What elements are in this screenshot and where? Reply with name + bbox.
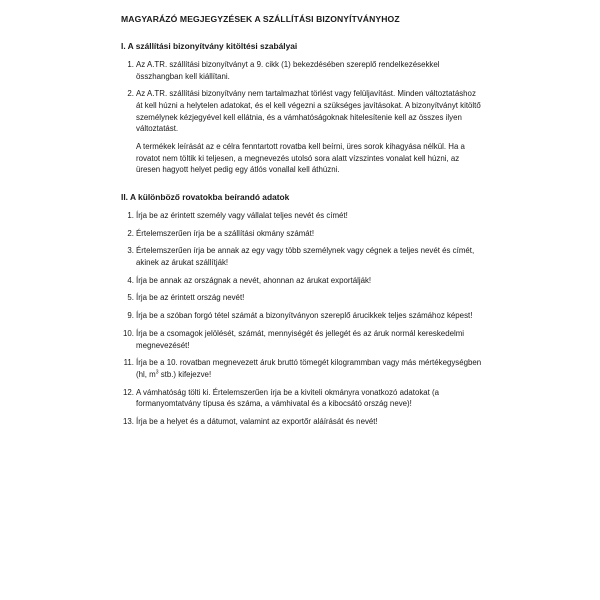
item-number: 12. bbox=[123, 387, 134, 397]
item-text: Írja be a helyet és a dátumot, valamint az exportőr aláírását és nevét! bbox=[136, 417, 378, 427]
item-number: 1. bbox=[127, 210, 134, 220]
list-item bbox=[121, 416, 483, 428]
item-text: Írja be az érintett személy vagy vállalat teljes nevét és címét! bbox=[136, 210, 348, 220]
item-number: 5. bbox=[127, 293, 134, 303]
item-text: Írja be az érintett ország nevét! bbox=[136, 293, 245, 303]
list-item bbox=[121, 245, 483, 268]
item-paragraph: Az A.TR. szállítási bizonyítvány nem tartalmazhat törlést vagy felülјavítást. Minden változtatáshoz át kell húzni a helytelen adatokat, és el kell végezni a szükséges javításokat. A bizonyítványt kitöltő személynek kézjegyével kell ellátnia, és a vámhatóságoknak hitelesítenie kell az összes ilyen változtatást. bbox=[136, 89, 481, 134]
item-text-part: Írja be a 10. rovatban megnevezett áruk bruttó tömegét kilogrammban vagy más mértékegységben (hl, m bbox=[136, 358, 482, 379]
item-text: A vámhatóság tölti ki. Értelemszerűen írja be a kiviteli okmányra vonatkozó adatokat (a formanyomtatvány típusa és száma, a vámhivatal és a kibocsátó ország neve)! bbox=[136, 387, 440, 409]
list-item bbox=[121, 275, 483, 287]
document-page bbox=[121, 14, 483, 428]
item-text: Értelemszerűen írja be a szállítási okmány számát! bbox=[136, 228, 315, 238]
document-title: MAGYARÁZÓ MEGJEGYZÉSEK A SZÁLLÍTÁSI BIZONYÍTVÁNYHOZ bbox=[121, 14, 400, 24]
list-item bbox=[121, 357, 483, 380]
item-text bbox=[136, 357, 483, 380]
item-text: Írja be annak az országnak a nevét, ahonnan az árukat exportálják! bbox=[136, 275, 372, 285]
list-item bbox=[121, 292, 483, 304]
list-item bbox=[121, 210, 483, 222]
section-heading-2: II. A különböző rovatokba beírandó adatok bbox=[121, 191, 290, 202]
item-paragraph: A termékek leírását az e célra fenntartott rovatba kell beírni, üres sorok kihagyása nélkül. Ha a rovatot nem töltik ki teljesen, a megnevezés utolsó sora alatt vízszintes vonalat kell húzni, az üresen hagyott helyet pedig egy átlós vonallal kell áthúzni. bbox=[136, 141, 465, 175]
item-paragraph: Az A.TR. szállítási bizonyítványt a 9. cikk (1) bekezdésében szereplő rendelkezésekkel összhangban kell kiállítani. bbox=[136, 60, 440, 81]
item-number: 4. bbox=[127, 275, 134, 285]
item-number: 10. bbox=[123, 329, 134, 338]
superscript: 3 bbox=[155, 369, 159, 376]
list-item bbox=[121, 88, 483, 175]
list-item bbox=[121, 310, 483, 322]
item-text: Értelemszerűen írja be annak az egy vagy több személynek vagy cégnek a teljes nevét és címét, akinek az árukat szállítják! bbox=[136, 246, 475, 267]
item-text: Írja be a szóban forgó tétel számát a bizonyítványon szereplő árucikkek teljes számához képest! bbox=[136, 311, 473, 321]
list-item bbox=[121, 387, 483, 410]
item-number: 1. bbox=[127, 60, 134, 69]
item-text: Írja be a csomagok jelölését, számát, mennyiségét és jellegét és az áruk normál kereskedelmi megnevezését! bbox=[136, 329, 465, 350]
section-2-list bbox=[121, 210, 483, 428]
item-number: 2. bbox=[127, 228, 134, 238]
list-item bbox=[121, 328, 483, 351]
item-number: 13. bbox=[123, 417, 134, 427]
item-text-part: stb.) kifejezve! bbox=[158, 369, 212, 379]
item-number: 11. bbox=[123, 358, 134, 368]
item-number: 2. bbox=[127, 89, 134, 99]
item-number: 3. bbox=[127, 246, 134, 256]
section-heading-1: I. A szállítási bizonyítvány kitöltési szabályai bbox=[121, 41, 298, 51]
list-item bbox=[121, 228, 483, 240]
section-1-list bbox=[121, 59, 483, 176]
item-number: 9. bbox=[127, 311, 134, 321]
list-item bbox=[121, 59, 483, 82]
